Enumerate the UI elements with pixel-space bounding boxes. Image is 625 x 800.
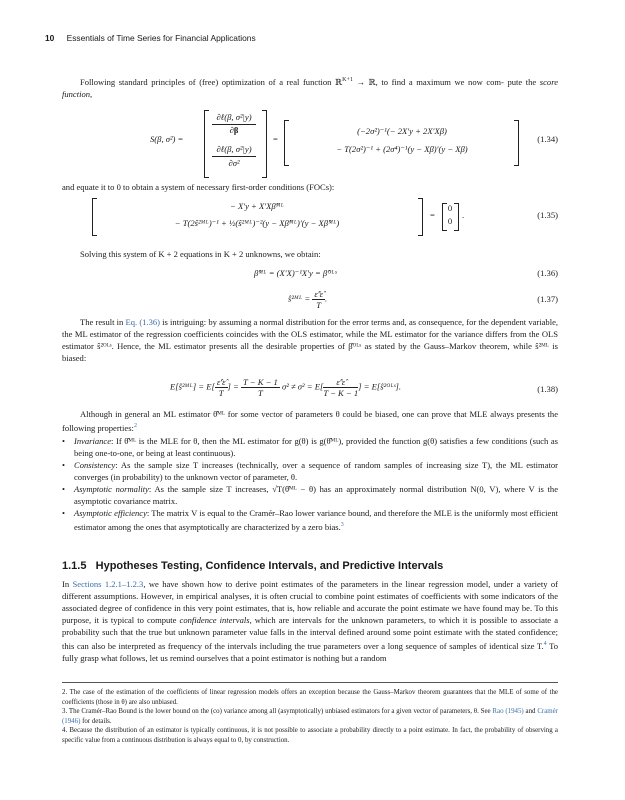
para4-b: is intriguing: by assuming a normal distribution for the error terms and, as consequence, for the dependent variable, the ML estimator of the regression coefficients coincides with the OLS estimator, while the ML estimator for the variance differs from the OLS estimator ŝ²ᴼᴸˢ. Hence, the ML estimator presents all the desirable properties of β̂ᴼᴸˢ as stated by the Gauss–Markov theorem, while ŝ²ᴹᴸ is biased: [62, 317, 559, 363]
eq138-p4: ] = E[ŝ²ᴼᴸˢ]. [358, 381, 401, 392]
eq135-right-bracket [418, 198, 423, 236]
paragraph-properties [62, 408, 558, 533]
eq134-number: (1.34) [537, 134, 558, 144]
eq137-tail: . [324, 293, 328, 304]
eq134-top-num: ∂ℓ(β, σ²|y) [216, 112, 252, 122]
bullet-efficiency-term: Asymptotic efficiency [74, 507, 147, 518]
eq135-number: (1.35) [537, 210, 558, 220]
footnotes [62, 688, 558, 746]
para6-b: , we have shown how to derive point estimates of the parameters in the linear regression model, under a variety of different assumptions. However, in empirical analyses, it is often crucial to combine point estimates of coefficients with some indicators of the associated degree of confidence in this very point estimates, that is, how reliable and accurate the point estimate we have found may be. To this purpose, it is typical to compute [62, 579, 558, 625]
eq138-f1-num: ε̂′ε̂ [216, 377, 226, 387]
term-confidence-intervals: confidence intervals [179, 615, 250, 625]
para6-d: To fully grasp what follows, let us remind ourselves that a point estimator is nothing but a random [62, 640, 558, 663]
section-heading [62, 560, 443, 572]
eq134-eq: = [273, 134, 278, 144]
eq134-bot-bar [212, 156, 256, 157]
footnote-3-a: 3. The Cramér–Rao Bound is the lower bound on the (co) variance among all (asymptotically) unbiased estimators for a given vector of parameters, θ. See [62, 708, 493, 716]
eq138-f3-den: T − K − 1 [323, 388, 359, 398]
eq136-body: β̂ᴹᴸ = (X′X)⁻¹X′y = β̂ᴼᴸˢ [254, 268, 337, 278]
eq135-row1: − X′y + X′Xβ̂ᴹᴸ [230, 201, 284, 211]
bullet-normality-text: : As the sample size T increases, √T(θ̂ᴹᴸ − θ) has an approximately normal distribution N(0, V), where V is the asymptotic covariance matrix. [74, 483, 558, 506]
eq135-zero2: 0 [447, 216, 453, 226]
link-sections[interactable]: Sections 1.2.1–1.2.3 [72, 579, 144, 589]
eq138-body [170, 377, 401, 398]
bullet-invariance [62, 435, 558, 459]
eq134-top-den: ∂β [229, 125, 239, 135]
para6-a: In [62, 579, 73, 589]
footnote-ref-4[interactable]: 4 [543, 641, 547, 647]
bullet-normality-term: Asymptotic normality [74, 483, 149, 494]
eq135-zero1: 0 [447, 203, 453, 213]
footnote-4: 4. Because the distribution of an estimator is typically continuous, it is not possible to associate a probability directly to a point estimate. In fact, the probability of observing a specific value from a continuous distribution is always equal to 0, by construction. [62, 727, 558, 744]
eq135-eq: = [430, 210, 435, 220]
para1-text-d: , [90, 88, 93, 99]
footnote-3-b: and [523, 708, 538, 716]
eq135-right-bracket2 [454, 203, 459, 231]
footnote-ref-3[interactable]: 3 [340, 521, 344, 528]
eq134-right-bracket2 [514, 120, 519, 166]
eq136-number: (1.36) [537, 268, 558, 278]
para1-text-a: Following standard principles of (free) optimization of a real function ℝ [80, 76, 343, 87]
eq138-p1: E[ŝ²ᴹᴸ] = E[ [170, 381, 215, 392]
footnote-3 [62, 707, 558, 726]
eq138-f3-num: ε̂′ε̂ [323, 377, 358, 388]
section-number: 1.1.5 [62, 560, 87, 572]
footnote-3-c: for details. [80, 717, 112, 725]
paragraph-intro [62, 74, 558, 100]
paragraph-solving [62, 248, 558, 260]
para4-a: The result in [80, 317, 126, 327]
running-title: Essentials of Time Series for Financial Applications [66, 33, 256, 43]
eq134-bot-den: ∂σ² [228, 158, 240, 168]
section-title: Hypotheses Testing, Confidence Intervals, and Predictive Intervals [95, 560, 444, 572]
eq134-lhs: S(β, σ²) = [150, 134, 184, 144]
footnote-2: 2. The case of the estimation of the coefficients of linear regression models offers an exception because the Gauss–Markov theorem guarantees that the MLE of some of the coefficients (those in θ) are also unbiased. [62, 689, 558, 706]
eq138-f1-den: T [218, 388, 224, 398]
term-score-function: score function [62, 76, 558, 99]
eq137-number: (1.37) [537, 294, 558, 304]
footnote-ref-2[interactable]: 2 [133, 423, 137, 429]
para1-sup: K+1 [342, 77, 353, 83]
page-number: 10 [45, 33, 55, 43]
bullet-consistency-term: Consistency [74, 459, 116, 470]
paragraph-result [62, 316, 558, 364]
running-header [45, 33, 256, 43]
eq137-body [288, 289, 327, 310]
link-eq-1-36[interactable]: Eq. (1.36) [125, 317, 160, 327]
eq137-num: ε̂′ε̂ [314, 289, 323, 299]
eq134-row1: (−2σ²)⁻¹(− 2X′y + 2X′Xβ) [357, 126, 447, 136]
eq134-right-bracket [262, 110, 267, 178]
paragraph-focs [62, 181, 558, 193]
paragraph-confidence [62, 578, 558, 664]
bullet-efficiency-text: : The matrix V is equal to the Cramér–Rao lower variance bound, and therefore the MLE is the uniformly most efficient estimator among the ones that asymptotically are characterized by a zero bias. [74, 507, 559, 532]
para5-text: Although in general an ML estimator θ̂ᴹᴸ for some vector of parameters θ could be biased, one can prove that MLE always presents the following properties: [62, 409, 558, 433]
bullet-invariance-term: Invariance [74, 435, 112, 446]
eq134-left-bracket2 [284, 120, 289, 166]
para1-text-b: → ℝ, to find a maximum we now com- [352, 76, 504, 87]
eq137-den: T [316, 300, 322, 310]
eq138-f2-den: T [258, 388, 263, 398]
bullet-consistency [62, 459, 558, 483]
para2-text: and equate it to 0 to obtain a system of necessary first-order conditions (FOCs): [62, 182, 335, 192]
link-cramer-1946[interactable]: Cramér (1946) [62, 708, 558, 725]
bullet-consistency-text: : As the sample size T increases (technically, over a sequence of random samples of increasing size T), the ML estimator converges (in probability) to the unknown vector of parameter, θ. [74, 459, 558, 482]
footnote-divider [62, 682, 558, 683]
eq135-row2: − T(2ŝ²ᴹᴸ)⁻¹ + ½(ŝ²ᴹᴸ)⁻²(y − Xβ̂ᴹᴸ)′(y − Xβ̂ᴹᴸ) [174, 218, 340, 228]
para3-text: Solving this system of K + 2 equations in K + 2 unknowns, we obtain: [80, 249, 321, 259]
eq137-lhs: ŝ²ᴹᴸ = [288, 293, 311, 304]
bullet-asymptotic-efficiency [62, 507, 558, 533]
link-rao-1945[interactable]: Rao (1945) [492, 708, 524, 716]
para6-c: , which are intervals for the unknown parameters, to which it is possible to associate a probability such that the true but unknown parameter value falls in the interval defined around some point estimate with the stated confidence; this can also be interpreted as frequency of the intervals including the true parameters over a long sequence of samples of identical size T. [62, 615, 558, 651]
eq138-f2-num: T − K − 1 [242, 377, 278, 387]
eq134-bot-num: ∂ℓ(β, σ²|y) [216, 144, 252, 154]
eq138-number: (1.38) [537, 384, 558, 394]
bullet-invariance-text: : If θ̂ᴹᴸ is the MLE for θ, then the ML estimator for g(θ) is g(θ̂ᴹᴸ), provided the function g(θ) satisfies a few conditions (such as being one-to-one, or being at least continuous). [74, 435, 558, 458]
eq138-p2: ] = [227, 381, 239, 392]
para1-text-c: pute the [507, 76, 540, 87]
eq135-tail: . [462, 210, 465, 220]
eq138-p3: σ² ≠ σ² = E[ [281, 381, 324, 392]
eq134-row2: − T(2σ²)⁻¹ + (2σ⁴)⁻¹(y − Xβ)′(y − Xβ) [336, 144, 468, 154]
bullet-asymptotic-normality [62, 483, 558, 507]
